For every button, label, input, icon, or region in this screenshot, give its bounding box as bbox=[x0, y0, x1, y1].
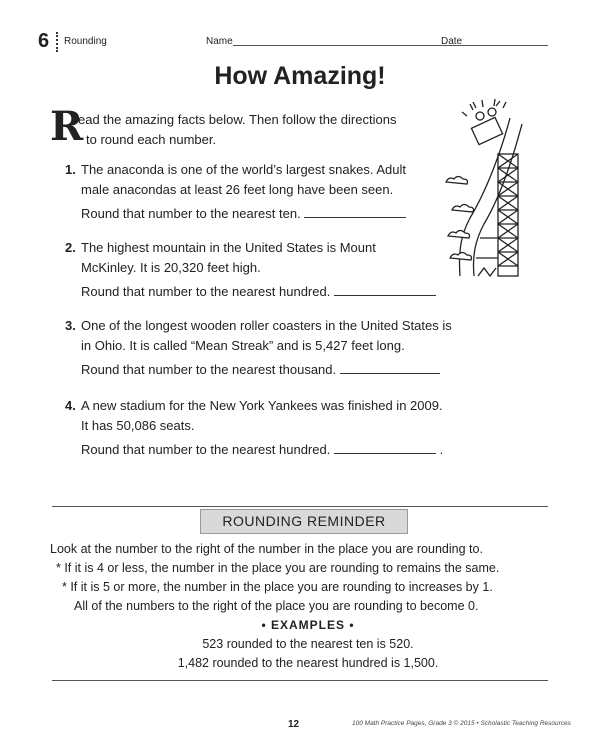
answer-suffix: . bbox=[439, 442, 444, 457]
round-instruction bbox=[81, 204, 406, 224]
date-field-line[interactable] bbox=[466, 45, 548, 46]
answer-blank[interactable] bbox=[340, 361, 440, 374]
round-text: Round that number to the nearest thousand. bbox=[81, 362, 337, 377]
page-number: 12 bbox=[288, 719, 300, 730]
round-instruction bbox=[81, 360, 440, 380]
reminder-line-1: Look at the number to the right of the number in the place you are rounding to. bbox=[50, 542, 483, 556]
question-line-1: One of the longest wooden roller coasters in the United States is bbox=[81, 318, 452, 333]
question-line-1: The anaconda is one of the world’s largest snakes. Adult bbox=[81, 162, 406, 177]
round-text: Round that number to the nearest ten. bbox=[81, 206, 301, 221]
dotted-separator bbox=[56, 32, 60, 52]
name-field-line[interactable] bbox=[233, 45, 473, 46]
examples-heading: • EXAMPLES • bbox=[261, 618, 355, 632]
dropcap-letter: R bbox=[50, 103, 84, 150]
example-1: 523 rounded to the nearest ten is 520. bbox=[202, 637, 414, 651]
worksheet-header bbox=[38, 30, 548, 52]
round-text: Round that number to the nearest hundred. bbox=[81, 442, 331, 457]
question-line-2: in Ohio. It is called “Mean Streak” and is 5,427 feet long. bbox=[81, 338, 405, 353]
round-text: Round that number to the nearest hundred. bbox=[81, 284, 331, 299]
round-instruction bbox=[81, 440, 443, 460]
question-number: 3. bbox=[65, 318, 76, 333]
lesson-number: 6 bbox=[38, 30, 50, 52]
reminder-line-3: * If it is 5 or more, the number in the place you are rounding to increases by 1. bbox=[62, 580, 493, 594]
intro-line-2: to round each number. bbox=[86, 132, 217, 147]
reminder-text bbox=[50, 540, 566, 673]
example-2: 1,482 rounded to the nearest hundred is 1,500. bbox=[177, 656, 439, 670]
question-number: 2. bbox=[65, 240, 76, 255]
answer-blank[interactable] bbox=[334, 441, 436, 454]
reminder-line-2: * If it is 4 or less, the number in the place you are rounding to remains the same. bbox=[56, 561, 500, 575]
answer-blank[interactable] bbox=[334, 283, 436, 296]
intro-line-1: ead the amazing facts below. Then follow the directions bbox=[78, 112, 397, 127]
top-divider bbox=[52, 506, 548, 507]
date-label: Date bbox=[441, 36, 463, 47]
question-line-1: A new stadium for the New York Yankees was finished in 2009. bbox=[81, 398, 443, 413]
page-title: How Amazing! bbox=[214, 62, 386, 90]
topic-label: Rounding bbox=[64, 36, 107, 47]
question-line-1: The highest mountain in the United States is Mount bbox=[81, 240, 376, 255]
credit-line: 100 Math Practice Pages, Grade 3 © 2015 • Scholastic Teaching Resources bbox=[352, 720, 571, 727]
reminder-line-4: All of the numbers to the right of the place you are rounding to become 0. bbox=[74, 599, 479, 613]
question-line-2: McKinley. It is 20,320 feet high. bbox=[81, 260, 261, 275]
round-instruction bbox=[81, 282, 436, 302]
question-line-2: It has 50,086 seats. bbox=[81, 418, 195, 433]
reminder-heading: ROUNDING REMINDER bbox=[200, 509, 408, 534]
question-number: 1. bbox=[65, 162, 76, 177]
question-line-2: male anacondas at least 26 feet long have been seen. bbox=[81, 182, 394, 197]
bottom-divider bbox=[52, 680, 548, 681]
answer-blank[interactable] bbox=[304, 205, 406, 218]
question-number: 4. bbox=[65, 398, 76, 413]
roller-coaster-illustration bbox=[440, 98, 540, 280]
name-label: Name bbox=[206, 36, 233, 47]
